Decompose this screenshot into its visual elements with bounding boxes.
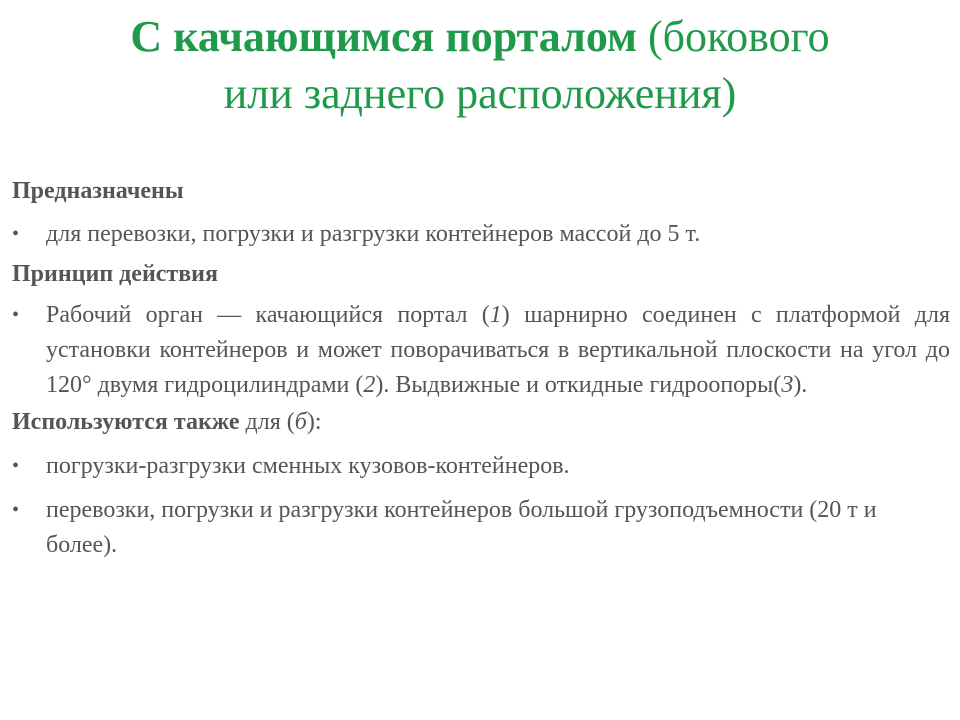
slide-title-line2: или заднего расположения) <box>223 69 737 118</box>
slide-title-bold: С качающимся порталом <box>130 12 637 61</box>
principle-text-d: ). <box>793 372 808 398</box>
also-ref: б <box>294 409 307 435</box>
slide-body <box>12 174 950 563</box>
purpose-item-text: для перевозки, погрузки и разгрузки контейнеров массой до 5 т. <box>46 221 701 247</box>
principle-text-a: Рабочий орган — качающийся портал ( <box>46 302 490 328</box>
also-heading <box>12 405 950 440</box>
bullet-icon: • <box>12 223 20 245</box>
principle-ref-1: 1 <box>489 302 502 328</box>
principle-bullet <box>12 298 950 403</box>
also-heading-rest: для ( <box>239 409 295 435</box>
also-item-text: погрузки-разгрузки сменных кузовов-контейнеров. <box>46 453 570 479</box>
also-bullet-1 <box>12 449 950 484</box>
also-bullet-2 <box>12 493 950 563</box>
principle-text-b: ) шарнирно соединен с платформой для установки контейнеров и может поворачиваться в вертикальной плоскости на угол до 120° двумя гидроцилиндрами ( <box>46 302 950 398</box>
also-item-text: перевозки, погрузки и разгрузки контейнеров большой грузоподъемности (20 т и более). <box>46 497 877 558</box>
bullet-icon: • <box>12 455 20 477</box>
principle-ref-3: 3 <box>781 372 794 398</box>
purpose-heading: Предназначены <box>12 178 184 204</box>
principle-ref-2: 2 <box>363 372 376 398</box>
purpose-bullet <box>12 217 950 252</box>
slide-title <box>20 8 940 122</box>
also-heading-bold: Используются также <box>12 409 240 435</box>
also-heading-end: ): <box>306 409 322 435</box>
principle-heading: Принцип действия <box>12 261 218 287</box>
bullet-icon: • <box>12 304 20 326</box>
principle-text-c: ). Выдвижные и откидные гидроопоры( <box>375 372 782 398</box>
bullet-icon: • <box>12 499 20 521</box>
slide-title-rest: (бокового <box>636 12 830 61</box>
